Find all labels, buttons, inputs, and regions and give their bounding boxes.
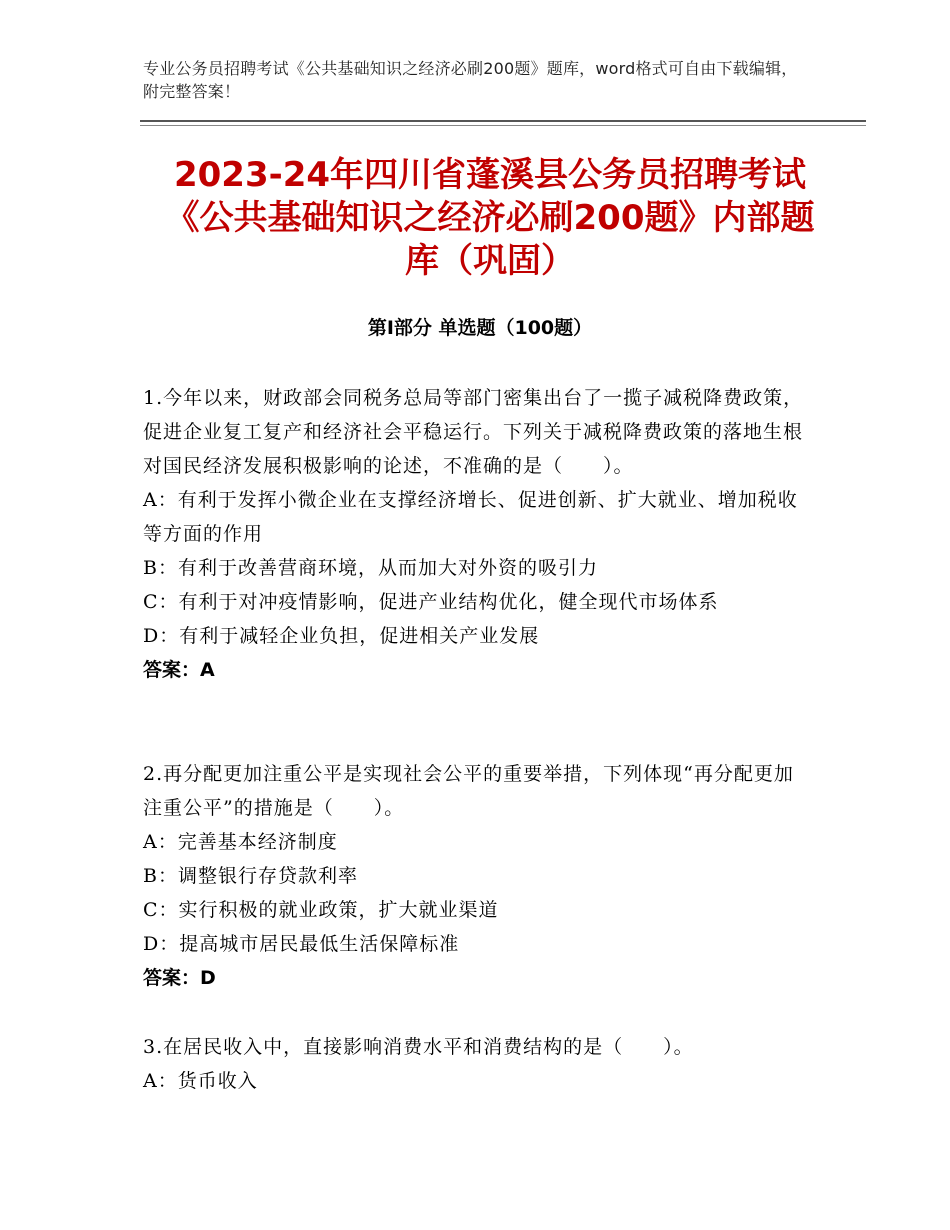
option-b: B：调整银行存贷款利率 [143, 865, 358, 887]
question-stem: 3.在居民收入中，直接影响消费水平和消费结构的是（ ）。 [143, 1036, 694, 1058]
answer-label: 答案： [143, 659, 201, 681]
answer-value: D [200, 967, 216, 989]
option-a: A：有利于发挥小微企业在支撑经济增长、促进创新、扩大就业、增加税收等方面的作用 [143, 489, 798, 545]
question-stem: 2.再分配更加注重公平是实现社会公平的重要举措，下列体现“再分配更加注重公平”的措施是（ ）。 [143, 763, 794, 819]
answer-line [143, 653, 808, 687]
answer-label: 答案： [143, 967, 201, 989]
option-a: A：完善基本经济制度 [143, 831, 338, 853]
question-3 [143, 1030, 808, 1098]
answer-value: A [200, 659, 215, 681]
header-note: 专业公务员招聘考试《公共基础知识之经济必刷200题》题库，word格式可自由下载编辑，附完整答案！ [143, 59, 798, 101]
document-title: 2023-24年四川省蓬溪县公务员招聘考试《公共基础知识之经济必刷200题》内部题库（巩固） [165, 155, 815, 281]
option-a: A：货币收入 [143, 1070, 258, 1092]
option-c: C：有利于对冲疫情影响，促进产业结构优化，健全现代市场体系 [143, 591, 719, 613]
section-title: 第Ⅰ部分 单选题（100题） [367, 317, 593, 339]
answer-line [143, 961, 808, 995]
question-stem: 1.今年以来，财政部会同税务总局等部门密集出台了一揽子减税降费政策，促进企业复工复产和经济社会平稳运行。下列关于减税降费政策的落地生根对国民经济发展积极影响的论述，不准确的是（ ）。 [143, 387, 804, 477]
option-d: D：有利于减轻企业负担，促进相关产业发展 [143, 625, 540, 647]
option-c: C：实行积极的就业政策，扩大就业渠道 [143, 899, 499, 921]
question-1 [143, 381, 808, 687]
option-b: B：有利于改善营商环境，从而加大对外资的吸引力 [143, 557, 598, 579]
option-d: D：提高城市居民最低生活保障标准 [143, 933, 460, 955]
question-2 [143, 757, 808, 995]
header-divider-thin [140, 125, 866, 126]
header-divider-thick [140, 120, 866, 122]
